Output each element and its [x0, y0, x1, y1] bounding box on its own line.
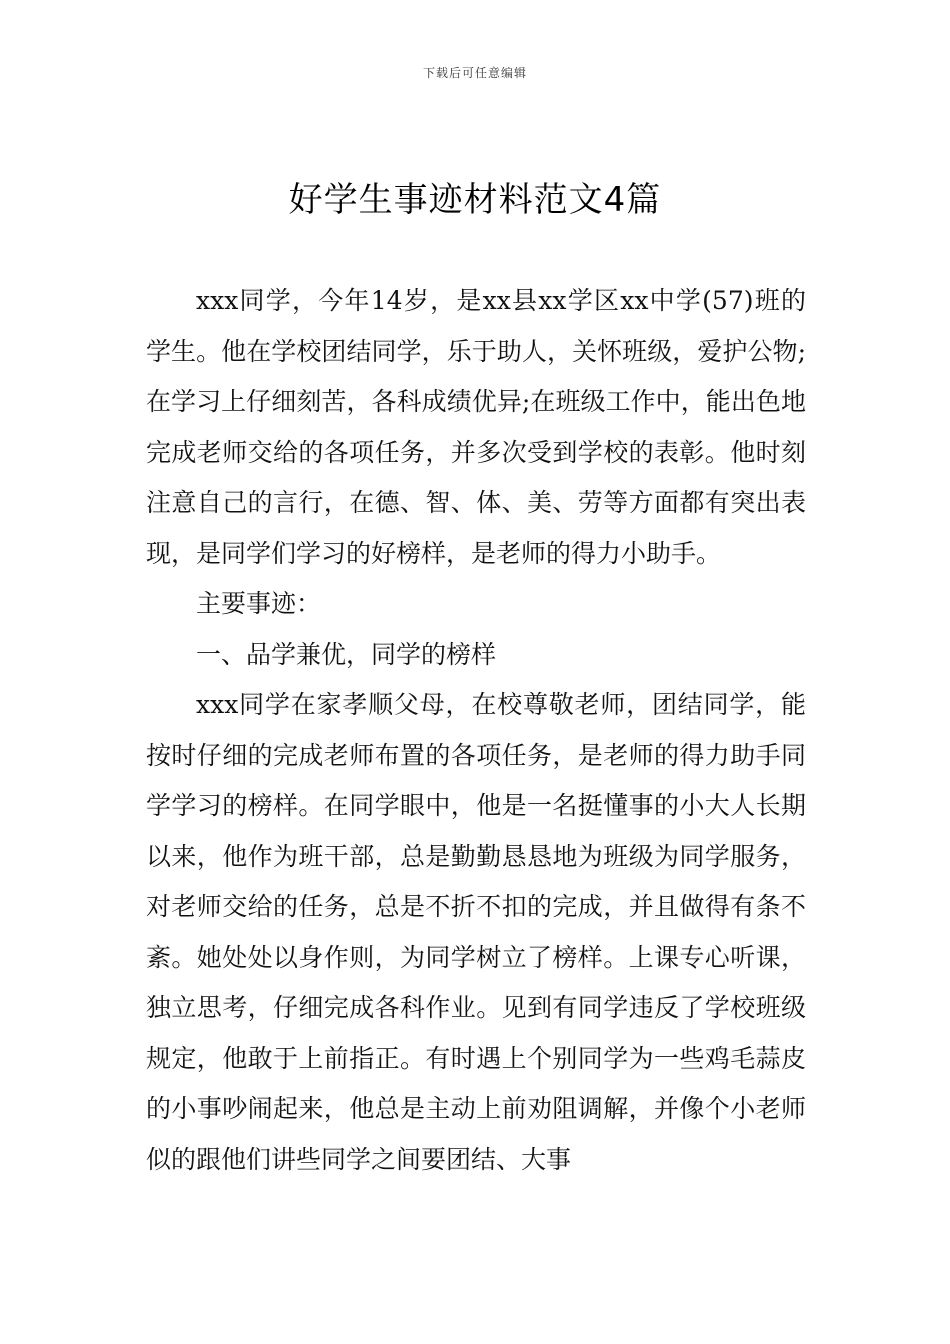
paragraph-heading-main-deeds: 主要事迹： [196, 589, 322, 618]
document-body [146, 276, 806, 1185]
paragraph-section-heading-1: 一、品学兼优，同学的榜样 [196, 639, 497, 669]
header-note: 下载后可任意编辑 [422, 66, 527, 80]
paragraph-section-body-1: xxx同学在家孝顺父母，在校尊敬老师，团结同学，能按时仔细的完成老师布置的各项任务，是老师的得力助手同学学习的榜样。在同学眼中，他是一名挺懂事的小大人长期以来，他作为班干部，总是勤勤恳恳地为班级为同学服务，对老师交给的任务，总是不折不扣的完成，并且做得有条不紊。她处处以身作则，为同学树立了榜样。上课专心听课，独立思考，仔细完成各科作业。见到有同学违反了学校班级规定，他敢于上前指正。有时遇上个别同学为一些鸡毛蒜皮的小事吵闹起来，他总是主动上前劝阻调解，并像个小老师似的跟他们讲些同学之间要团结、大事 [146, 690, 806, 1174]
paragraph-intro: xxx同学，今年14岁，是xx县xx学区xx中学(57)班的学生。他在学校团结同学，乐于助人，关怀班级，爱护公物;在学习上仔细刻苦，各科成绩优异;在班级工作中，能出色地完成老师交给的各项任务，并多次受到学校的表彰。他时刻注意自己的言行，在德、智、体、美、劳等方面都有突出表现，是同学们学习的好榜样，是老师的得力小助手。 [146, 286, 806, 568]
document-title: 好学生事迹材料范文4篇 [288, 180, 662, 220]
